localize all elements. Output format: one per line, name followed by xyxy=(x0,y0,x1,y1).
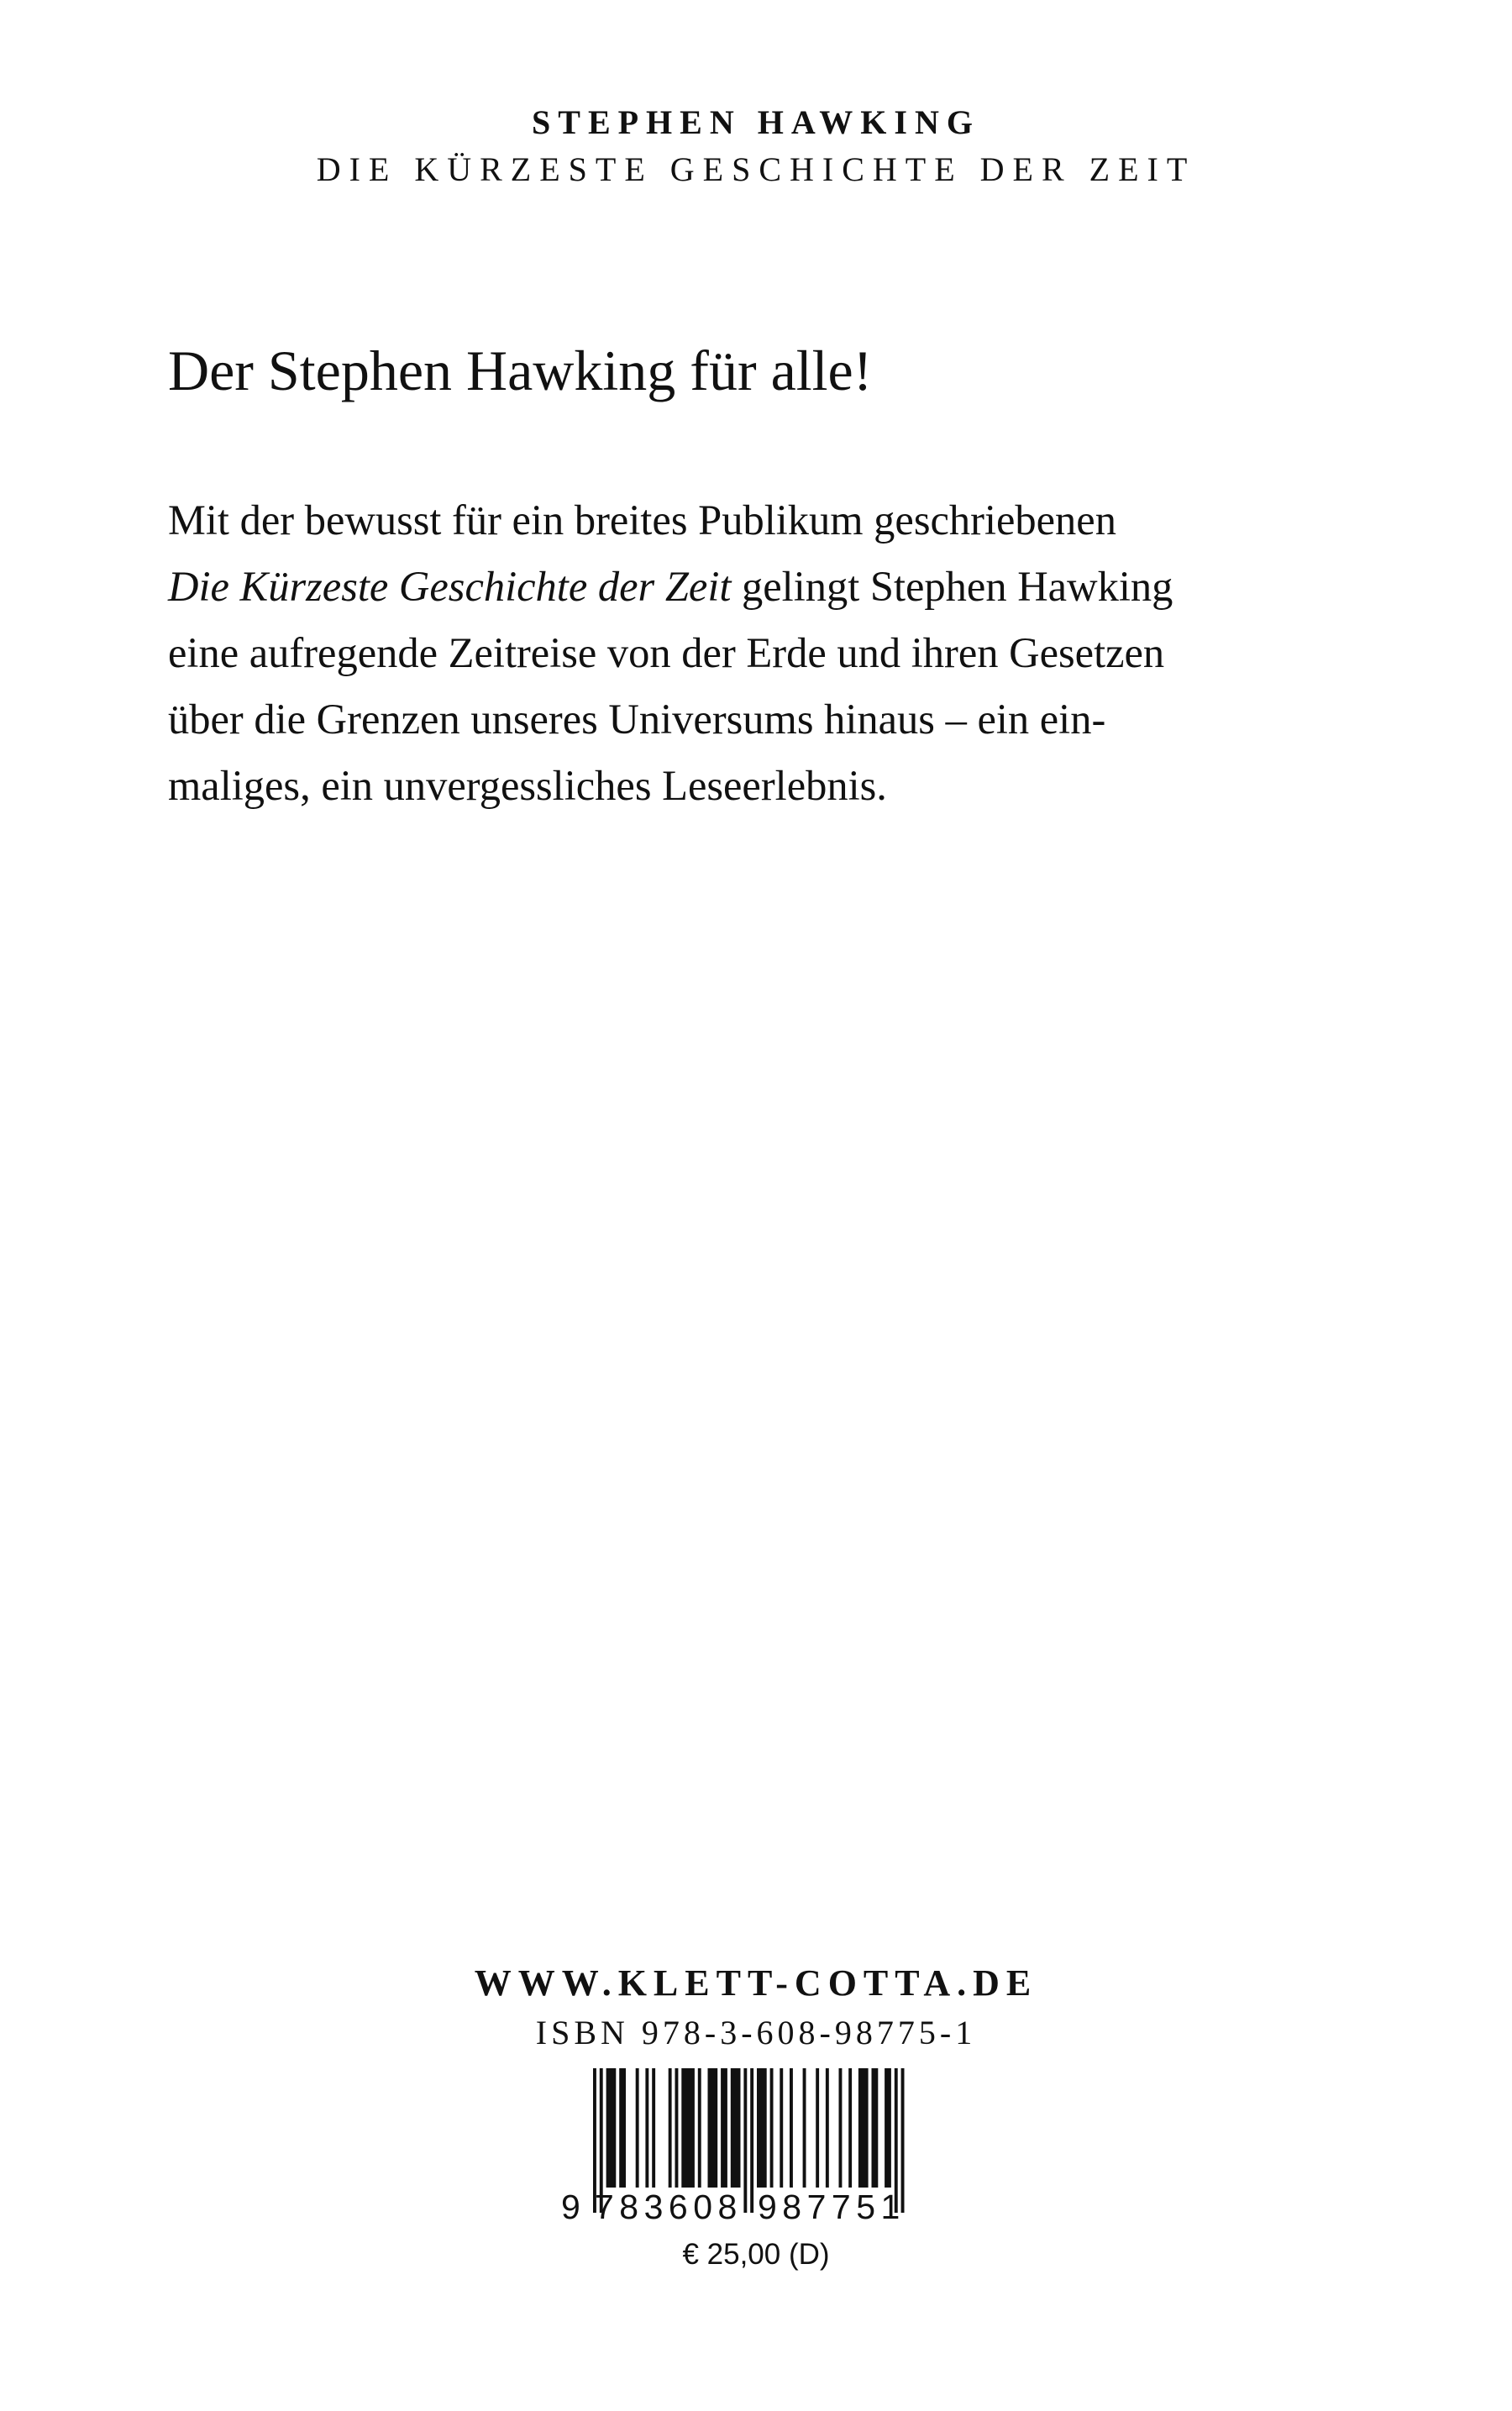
blurb-line-2 xyxy=(168,554,1361,620)
barcode-bar xyxy=(606,2068,617,2188)
barcode-bar xyxy=(848,2068,852,2188)
cover-header xyxy=(0,99,1512,193)
barcode-bar xyxy=(675,2068,679,2188)
barcode-bar xyxy=(721,2068,727,2188)
barcode-bar xyxy=(780,2068,783,2188)
barcode-bar xyxy=(619,2068,626,2188)
barcode-bar xyxy=(885,2068,891,2188)
price-label: € 25,00 (D) xyxy=(682,2238,830,2271)
publisher-footer xyxy=(0,1957,1512,2056)
author-name: STEPHEN HAWKING xyxy=(532,103,980,141)
barcode-bar xyxy=(652,2068,655,2188)
barcode-bar xyxy=(708,2068,718,2188)
barcode-bar xyxy=(770,2068,774,2188)
blurb-paragraph xyxy=(168,487,1361,819)
barcode-bar xyxy=(731,2068,741,2188)
barcode-digits-left: 783608 xyxy=(595,2188,743,2226)
barcode-bar xyxy=(839,2068,843,2188)
barcode-bar xyxy=(816,2068,819,2188)
blurb-line-4: über die Grenzen unseres Universums hinaus – ein ein- xyxy=(168,696,1106,743)
barcode-bar xyxy=(669,2068,672,2188)
blurb-line-2-rest: gelingt Stephen Hawking xyxy=(731,563,1173,610)
book-title: DIE KÜRZESTE GESCHICHTE DER ZEIT xyxy=(316,150,1196,188)
barcode-bar xyxy=(645,2068,648,2188)
blurb-line-5: maliges, ein unvergessliches Leseerlebnis. xyxy=(168,762,887,809)
isbn-number: ISBN 978-3-608-98775-1 xyxy=(535,2014,977,2051)
barcode-digits-right: 987751 xyxy=(758,2188,906,2226)
publisher-website: WWW.KLETT-COTTA.DE xyxy=(474,1962,1038,2004)
barcode-bar xyxy=(757,2068,767,2188)
barcode-bar xyxy=(681,2068,695,2188)
barcode-bar xyxy=(858,2068,869,2188)
barcode-bar xyxy=(636,2068,639,2188)
barcode-bar xyxy=(826,2068,829,2188)
barcode-bar xyxy=(803,2068,806,2188)
blurb-line-1: Mit der bewusst für ein breites Publikum geschriebenen xyxy=(168,496,1116,544)
barcode-bar xyxy=(790,2068,793,2188)
barcode-bar xyxy=(872,2068,879,2188)
barcode-bar xyxy=(698,2068,701,2188)
barcode-digits xyxy=(559,2188,936,2230)
headline: Der Stephen Hawking für alle! xyxy=(168,339,873,402)
blurb-line-3: eine aufregende Zeitreise von der Erde und ihren Gesetzen xyxy=(168,629,1165,676)
blurb-book-title-italic: Die Kürzeste Geschichte der Zeit xyxy=(168,563,732,610)
barcode-digit-first: 9 xyxy=(561,2188,580,2226)
